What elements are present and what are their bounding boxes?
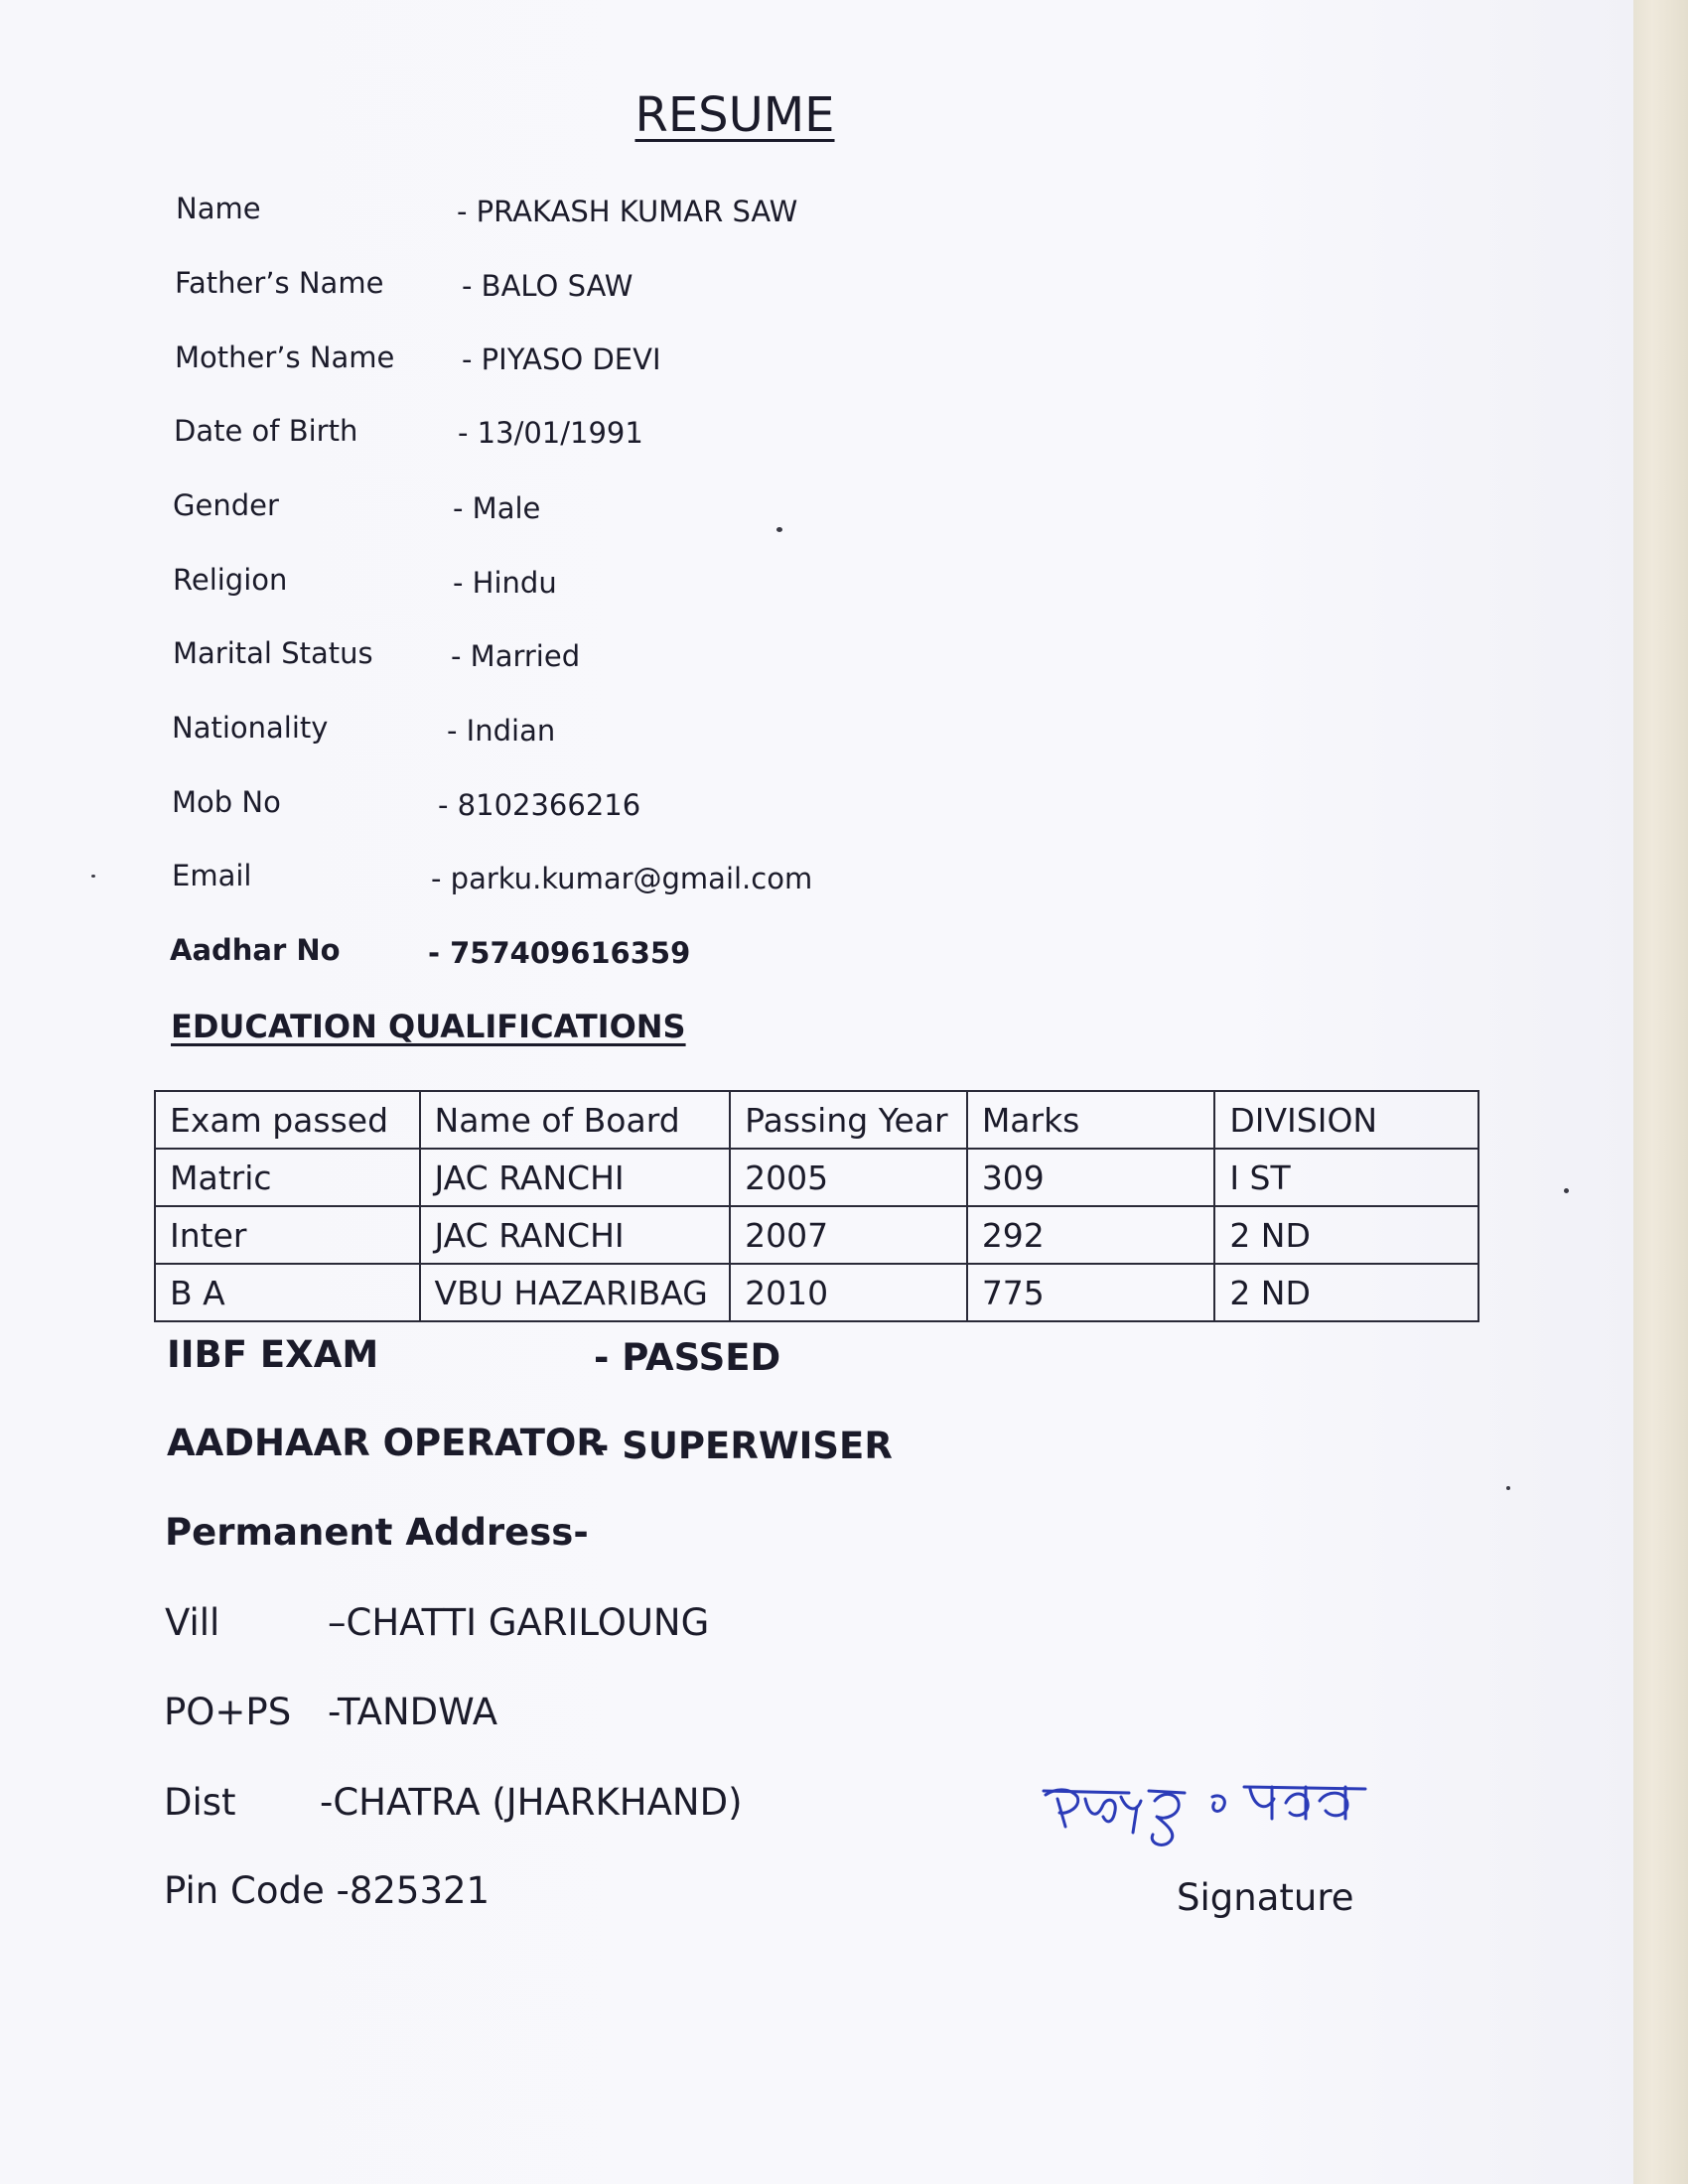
name-label: Name xyxy=(176,192,261,225)
table-cell: JAC RANCHI xyxy=(420,1149,731,1206)
nationality-label: Nationality xyxy=(172,711,329,745)
scan-speck xyxy=(1506,1486,1510,1490)
marital-status-label: Marital Status xyxy=(173,636,373,670)
aadhaar-operator-label: AADHAAR OPERATOR xyxy=(167,1422,605,1464)
table-row xyxy=(155,1264,1478,1321)
column-header-board: Name of Board xyxy=(420,1091,731,1149)
mobile-label: Mob No xyxy=(172,785,281,819)
table-cell: 309 xyxy=(967,1149,1215,1206)
nationality-value: - Indian xyxy=(447,714,556,748)
education-heading: EDUCATION QUALIFICATIONS xyxy=(171,1008,686,1045)
education-table xyxy=(154,1090,1479,1322)
father-name-value: - BALO SAW xyxy=(462,269,633,303)
gender-value: - Male xyxy=(453,491,541,525)
name-value: - PRAKASH KUMAR SAW xyxy=(457,195,798,228)
paper-edge xyxy=(1633,0,1688,2184)
column-header-exam: Exam passed xyxy=(155,1091,420,1149)
table-cell: Matric xyxy=(155,1149,420,1206)
table-cell: 2 ND xyxy=(1214,1264,1478,1321)
district-label: Dist xyxy=(164,1781,236,1824)
handwritten-signature xyxy=(1038,1777,1415,1856)
religion-value: - Hindu xyxy=(453,566,557,600)
column-header-division: DIVISION xyxy=(1214,1091,1478,1149)
marital-status-value: - Married xyxy=(451,639,581,673)
po-ps-value: -TANDWA xyxy=(328,1691,498,1733)
column-header-year: Passing Year xyxy=(730,1091,967,1149)
village-value: –CHATTI GARILOUNG xyxy=(328,1601,710,1644)
table-cell: I ST xyxy=(1214,1149,1478,1206)
mother-name-label: Mother’s Name xyxy=(175,341,395,374)
district-value: -CHATRA (JHARKHAND) xyxy=(320,1781,743,1824)
email-value: - parku.kumar@gmail.com xyxy=(431,862,813,895)
religion-label: Religion xyxy=(173,563,288,597)
village-label: Vill xyxy=(165,1601,220,1644)
table-cell: VBU HAZARIBAG xyxy=(420,1264,731,1321)
signature-label: Signature xyxy=(1177,1876,1354,1919)
table-row xyxy=(155,1206,1478,1264)
table-cell: Inter xyxy=(155,1206,420,1264)
table-cell: 775 xyxy=(967,1264,1215,1321)
table-cell: 2 ND xyxy=(1214,1206,1478,1264)
father-name-label: Father’s Name xyxy=(175,266,384,300)
dob-label: Date of Birth xyxy=(174,414,358,448)
gender-label: Gender xyxy=(173,488,279,522)
table-cell: 2005 xyxy=(730,1149,967,1206)
dob-value: - 13/01/1991 xyxy=(458,416,643,450)
table-cell: B A xyxy=(155,1264,420,1321)
email-label: Email xyxy=(172,859,252,892)
scan-speck xyxy=(776,527,782,532)
pin-code: Pin Code -825321 xyxy=(164,1869,491,1912)
aadhar-value: - 757409616359 xyxy=(428,936,691,970)
mobile-value: - 8102366216 xyxy=(438,788,641,822)
permanent-address-heading: Permanent Address- xyxy=(165,1511,589,1554)
scan-speck xyxy=(1564,1188,1569,1193)
aadhar-label: Aadhar No xyxy=(170,933,341,967)
aadhaar-operator-value: - SUPERWISER xyxy=(594,1425,893,1467)
table-cell: 2007 xyxy=(730,1206,967,1264)
table-row xyxy=(155,1149,1478,1206)
iibf-exam-value: - PASSED xyxy=(594,1336,781,1379)
resume-title: RESUME xyxy=(634,87,835,143)
table-cell: 2010 xyxy=(730,1264,967,1321)
po-ps-label: PO+PS xyxy=(164,1691,292,1733)
mother-name-value: - PIYASO DEVI xyxy=(462,342,661,376)
scan-speck xyxy=(91,875,95,878)
column-header-marks: Marks xyxy=(967,1091,1215,1149)
table-cell: JAC RANCHI xyxy=(420,1206,731,1264)
iibf-exam-label: IIBF EXAM xyxy=(167,1333,379,1376)
table-header-row xyxy=(155,1091,1478,1149)
table-cell: 292 xyxy=(967,1206,1215,1264)
